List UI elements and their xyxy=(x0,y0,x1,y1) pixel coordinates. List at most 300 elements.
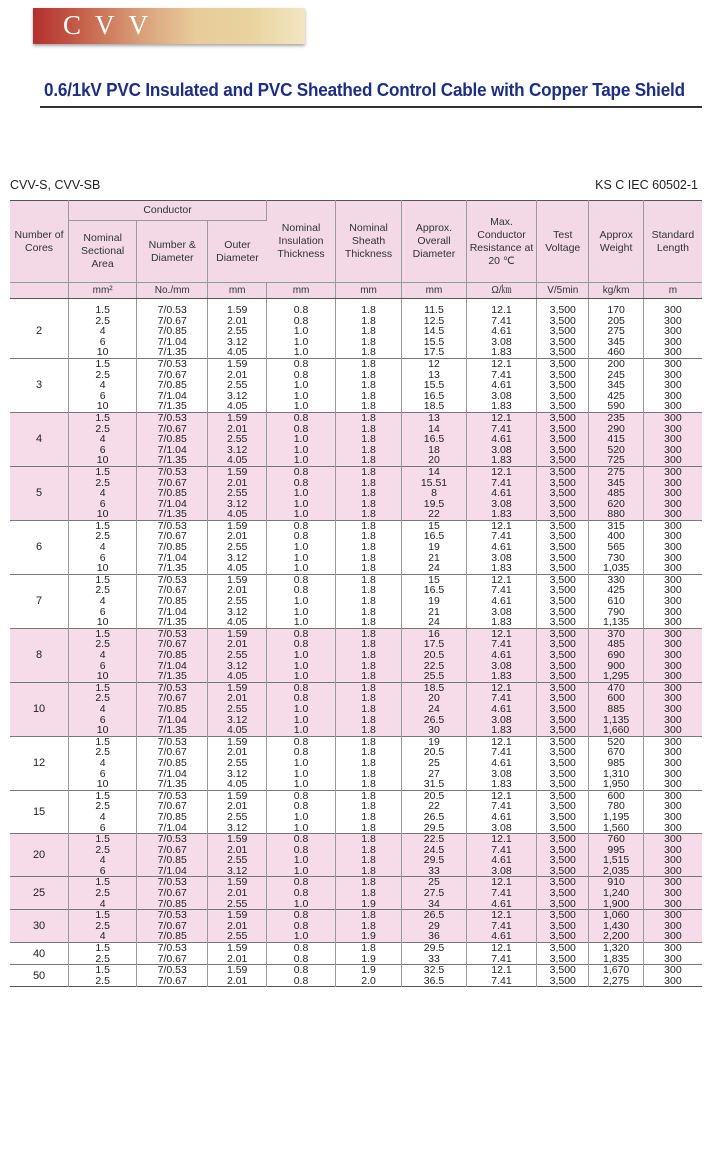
table-cell: 12.1 xyxy=(491,465,512,478)
table-cell: 1.8 xyxy=(361,541,376,554)
table-cell: 0.8 xyxy=(293,411,309,424)
table-cell: 3,500 xyxy=(549,541,576,554)
table-cell: 1.0 xyxy=(293,778,309,791)
table-cell: 4 xyxy=(99,702,106,715)
table-cell: 300 xyxy=(664,789,682,802)
table-cell: 7/0.85 xyxy=(157,433,187,446)
table-cell: 3,500 xyxy=(549,346,576,359)
table-cell-column xyxy=(266,965,335,987)
table-cell: 7/0.85 xyxy=(157,897,187,910)
table-cell-column xyxy=(336,412,402,466)
table-cell-column xyxy=(643,628,702,682)
table-cell: 425 xyxy=(607,389,625,402)
table-cell: 1.8 xyxy=(361,756,376,769)
table-cell: 4 xyxy=(99,756,106,769)
table-cell: 1.0 xyxy=(293,767,309,780)
table-cell-column xyxy=(208,466,267,520)
table-cell: 2.55 xyxy=(226,595,248,608)
cores-cell: 8 xyxy=(10,628,69,682)
table-cell: 900 xyxy=(607,659,625,672)
table-cell: 3,500 xyxy=(549,325,576,338)
table-cell: 19 xyxy=(428,541,440,554)
table-cell: 3,500 xyxy=(549,887,576,900)
table-cell: 3,500 xyxy=(549,681,576,694)
table-cell: 1.0 xyxy=(293,497,309,510)
table-cell: 610 xyxy=(607,595,625,608)
table-cell: 4 xyxy=(99,854,106,867)
table-cell: 300 xyxy=(664,325,682,338)
table-cell: 16 xyxy=(428,627,440,640)
table-cell-column xyxy=(336,520,402,574)
table-cell-column xyxy=(643,736,702,790)
table-cell: 2.01 xyxy=(226,638,248,651)
table-cell: 3,500 xyxy=(549,876,576,889)
table-cell-column xyxy=(466,358,536,412)
table-cell: 1.8 xyxy=(361,411,376,424)
table-cell: 10 xyxy=(96,508,109,521)
table-cell: 18 xyxy=(428,443,440,456)
table-cell: 0.8 xyxy=(293,422,309,435)
table-cell-column xyxy=(466,965,536,987)
table-cell-column xyxy=(69,299,137,359)
table-cell: 7.41 xyxy=(491,314,512,327)
table-cell: 4 xyxy=(99,487,106,500)
unit-cell: mm xyxy=(402,283,467,299)
cores-cell: 3 xyxy=(10,358,69,412)
table-cell: 300 xyxy=(664,541,682,554)
table-cell: 1.5 xyxy=(95,909,110,922)
table-cell: 7/0.67 xyxy=(157,314,187,327)
table-cell: 14 xyxy=(428,465,440,478)
table-cell-column xyxy=(537,790,589,833)
table-cell-column xyxy=(266,628,335,682)
table-cell: 4.61 xyxy=(491,379,512,392)
table-cell: 14.5 xyxy=(423,325,445,338)
cores-cell: 4 xyxy=(10,412,69,466)
table-cell-column xyxy=(643,466,702,520)
table-cell-column xyxy=(69,790,137,833)
table-cell: 3.12 xyxy=(226,551,248,564)
table-cell: 1.0 xyxy=(293,400,309,413)
table-cell: 3,500 xyxy=(549,443,576,456)
table-cell: 1.8 xyxy=(361,692,376,705)
table-cell: 1.8 xyxy=(361,379,376,392)
header-outer-diameter: Outer Diameter xyxy=(208,221,267,283)
table-cell: 4.61 xyxy=(491,854,512,867)
table-cell: 3,500 xyxy=(549,497,576,510)
table-cell: 690 xyxy=(607,649,625,661)
table-cell-column xyxy=(266,943,335,965)
table-cell: 760 xyxy=(607,833,625,846)
table-cell: 4.05 xyxy=(226,400,248,413)
header-resistance: Max. Conductor Resistance at 20 ℃ xyxy=(466,201,536,283)
header-sheath: Nominal Sheath Thickness xyxy=(336,201,402,283)
table-cell: 7/1.04 xyxy=(157,389,187,402)
table-cell: 1,430 xyxy=(603,919,630,932)
table-cell: 1.8 xyxy=(361,821,376,834)
table-cell: 7/0.67 xyxy=(157,476,187,489)
table-cell: 12.1 xyxy=(491,411,512,424)
table-cell: 485 xyxy=(607,487,625,500)
table-cell: 1.0 xyxy=(293,713,309,726)
table-cell-column xyxy=(266,299,335,359)
table-cell-column xyxy=(643,299,702,359)
table-cell: 3,500 xyxy=(549,357,576,370)
table-cell: 2.5 xyxy=(95,800,110,813)
table-cell: 1.5 xyxy=(95,519,110,532)
table-cell: 880 xyxy=(607,508,625,521)
table-cell-column xyxy=(402,965,467,987)
table-cell: 300 xyxy=(664,465,682,478)
table-cell-column xyxy=(537,834,589,877)
table-cell: 345 xyxy=(607,335,625,348)
table-cell: 1.9 xyxy=(361,930,376,943)
table-cell: 3.12 xyxy=(226,659,248,672)
table-cell-column xyxy=(336,299,402,359)
table-cell: 4.61 xyxy=(491,433,512,446)
table-cell: 22 xyxy=(428,800,440,813)
table-cell: 3,500 xyxy=(549,854,576,867)
table-cell: 1.5 xyxy=(95,735,110,748)
table-cell-column xyxy=(137,466,208,520)
table-cell: 4.61 xyxy=(491,487,512,500)
table-cell: 15.51 xyxy=(420,476,448,489)
table-cell-column xyxy=(266,466,335,520)
table-cell: 2.55 xyxy=(226,702,248,715)
table-cell-column xyxy=(69,466,137,520)
table-cell-column xyxy=(537,358,589,412)
table-cell-column xyxy=(589,790,643,833)
table-cell: 1.0 xyxy=(293,605,309,618)
header-length: Standard Length xyxy=(643,201,702,283)
table-cell: 1.0 xyxy=(293,616,309,629)
table-cell: 12.1 xyxy=(491,909,512,922)
table-cell: 3,500 xyxy=(549,909,576,922)
unit-cell: mm² xyxy=(69,283,137,299)
table-cell-column xyxy=(537,736,589,790)
header-overall: Approx. Overall Diameter xyxy=(402,201,467,283)
table-cell: 15.5 xyxy=(423,379,445,392)
table-cell: 4.61 xyxy=(491,595,512,608)
table-cell: 1.0 xyxy=(293,541,309,554)
table-cell-column xyxy=(402,412,467,466)
table-cell: 1.0 xyxy=(293,346,309,359)
table-cell: 4.61 xyxy=(491,702,512,715)
table-cell: 7.41 xyxy=(491,584,512,597)
table-cell: 200 xyxy=(607,357,625,370)
table-cell-column xyxy=(69,834,137,877)
header-weight: Approx Weight xyxy=(589,201,643,283)
table-cell: 4.61 xyxy=(491,541,512,554)
table-cell-column xyxy=(589,736,643,790)
table-cell: 27 xyxy=(428,767,440,780)
table-cell-column xyxy=(336,358,402,412)
table-cell: 3,500 xyxy=(549,400,576,413)
table-cell: 2.5 xyxy=(95,919,110,932)
table-cell: 6 xyxy=(99,335,106,348)
table-cell: 300 xyxy=(664,800,682,813)
table-cell: 7.41 xyxy=(491,638,512,651)
cores-cell: 6 xyxy=(10,520,69,574)
table-cell-column xyxy=(336,910,402,943)
table-cell: 1.8 xyxy=(361,702,376,715)
table-cell-column xyxy=(266,574,335,628)
table-cell: 17.5 xyxy=(423,638,445,651)
table-cell: 1.8 xyxy=(361,519,376,532)
table-cell-column xyxy=(589,834,643,877)
table-cell: 3,500 xyxy=(549,756,576,769)
table-cell: 590 xyxy=(607,400,625,413)
table-cell: 400 xyxy=(607,530,625,543)
table-cell: 4.05 xyxy=(226,562,248,575)
table-cell: 0.8 xyxy=(293,964,309,977)
table-cell-column xyxy=(643,682,702,736)
table-cell: 16.5 xyxy=(423,389,445,402)
table-cell: 0.8 xyxy=(293,952,309,965)
table-cell: 470 xyxy=(607,681,625,694)
table-cell: 22 xyxy=(428,508,440,521)
table-cell: 29.5 xyxy=(423,942,445,955)
table-cell-column xyxy=(402,466,467,520)
table-cell: 1.0 xyxy=(293,325,309,338)
table-cell: 300 xyxy=(664,433,682,446)
table-cell: 4.05 xyxy=(226,454,248,467)
table-cell: 16.5 xyxy=(423,530,445,543)
cores-cell: 50 xyxy=(10,965,69,987)
table-cell: 3,500 xyxy=(549,833,576,846)
table-cell: 910 xyxy=(607,876,625,889)
table-cell-column xyxy=(69,736,137,790)
table-cell: 1.8 xyxy=(361,605,376,618)
table-row-group xyxy=(10,965,702,987)
table-cell: 300 xyxy=(664,497,682,510)
table-cell: 1.8 xyxy=(361,638,376,651)
table-cell-column xyxy=(336,965,402,987)
table-cell-column xyxy=(537,574,589,628)
table-cell-column xyxy=(589,965,643,987)
table-cell: 1.83 xyxy=(491,562,512,575)
table-cell: 7/0.85 xyxy=(157,379,187,392)
table-cell-column xyxy=(466,628,536,682)
table-cell: 1.5 xyxy=(95,964,110,977)
table-cell: 3,500 xyxy=(549,551,576,564)
table-cell: 7.41 xyxy=(491,919,512,932)
table-cell: 1.8 xyxy=(361,573,376,586)
table-cell: 12.1 xyxy=(491,942,512,955)
table-cell: 1.0 xyxy=(293,821,309,834)
table-cell: 24 xyxy=(428,562,440,575)
header-conductor: Conductor xyxy=(69,201,267,221)
table-cell-column xyxy=(402,790,467,833)
table-cell: 3.12 xyxy=(226,389,248,402)
table-cell: 300 xyxy=(664,702,682,715)
table-cell: 24 xyxy=(428,702,440,715)
table-cell-column xyxy=(137,910,208,943)
table-cell-column xyxy=(69,358,137,412)
table-cell: 1,135 xyxy=(603,713,630,726)
table-cell-column xyxy=(336,466,402,520)
table-cell: 7/0.53 xyxy=(157,833,187,846)
table-cell: 300 xyxy=(664,454,682,467)
table-cell: 4.05 xyxy=(226,670,248,683)
table-cell: 3,500 xyxy=(549,379,576,392)
table-cell: 1.59 xyxy=(226,573,248,586)
table-cell: 1.59 xyxy=(226,964,248,977)
unit-cell: mm xyxy=(336,283,402,299)
table-cell: 300 xyxy=(664,443,682,456)
table-cell: 3,500 xyxy=(549,724,576,737)
table-cell: 3,500 xyxy=(549,930,576,943)
table-cell: 0.8 xyxy=(293,746,309,759)
table-cell: 4 xyxy=(99,595,106,608)
table-cell: 1.8 xyxy=(361,335,376,348)
table-cell: 1.5 xyxy=(95,681,110,694)
table-cell: 7/0.85 xyxy=(157,595,187,608)
table-cell: 300 xyxy=(664,616,682,629)
table-cell-column xyxy=(402,299,467,359)
table-cell-column xyxy=(589,358,643,412)
table-cell: 7/1.04 xyxy=(157,864,187,877)
table-cell-column xyxy=(137,736,208,790)
table-cell: 1.0 xyxy=(293,702,309,715)
table-cell: 1.0 xyxy=(293,389,309,402)
table-cell: 1.8 xyxy=(361,909,376,922)
table-cell: 3,500 xyxy=(549,595,576,608)
table-cell: 300 xyxy=(664,422,682,435)
cores-cell: 12 xyxy=(10,736,69,790)
table-cell-column xyxy=(69,574,137,628)
table-cell: 4 xyxy=(99,930,106,943)
table-cell: 7/1.35 xyxy=(157,778,187,791)
table-cell-column xyxy=(466,910,536,943)
table-cell: 620 xyxy=(607,497,625,510)
table-cell-column xyxy=(537,965,589,987)
table-cell: 7/1.35 xyxy=(157,616,187,629)
table-cell: 300 xyxy=(664,843,682,856)
table-row-group xyxy=(10,358,702,412)
table-cell: 1.0 xyxy=(293,756,309,769)
table-cell: 12.1 xyxy=(491,627,512,640)
table-cell: 0.8 xyxy=(293,476,309,489)
table-cell: 6 xyxy=(99,551,106,564)
table-cell: 1.59 xyxy=(226,627,248,640)
table-cell: 3.12 xyxy=(226,605,248,618)
table-cell-column xyxy=(266,520,335,574)
table-cell: 730 xyxy=(607,551,625,564)
table-cell: 13 xyxy=(428,411,440,424)
table-cell: 12.1 xyxy=(491,964,512,977)
table-cell-column xyxy=(643,790,702,833)
table-cell: 1.8 xyxy=(361,508,376,521)
table-cell: 2.0 xyxy=(361,974,376,987)
table-cell: 24 xyxy=(428,616,440,629)
table-cell-column xyxy=(589,299,643,359)
table-cell: 0.8 xyxy=(293,465,309,478)
table-cell: 33 xyxy=(428,952,440,965)
table-cell: 300 xyxy=(664,357,682,370)
table-cell: 7/0.53 xyxy=(157,573,187,586)
table-cell: 10 xyxy=(96,454,109,467)
table-cell-column xyxy=(402,736,467,790)
table-cell-column xyxy=(402,877,467,910)
table-cell-column xyxy=(137,943,208,965)
table-cell: 10 xyxy=(96,616,109,629)
table-cell: 2.01 xyxy=(226,974,248,987)
table-cell: 17.5 xyxy=(423,346,445,359)
table-cell-column xyxy=(266,790,335,833)
table-cell: 1.0 xyxy=(293,443,309,456)
table-cell: 14 xyxy=(428,422,440,435)
table-cell: 1.8 xyxy=(361,530,376,543)
table-cell: 11.5 xyxy=(424,304,444,316)
table-cell: 0.8 xyxy=(293,638,309,651)
table-cell-column xyxy=(643,520,702,574)
table-cell: 7/0.85 xyxy=(157,854,187,867)
table-cell-column xyxy=(336,834,402,877)
table-cell: 10 xyxy=(96,400,109,413)
table-cell: 670 xyxy=(607,746,625,759)
table-cell: 3.12 xyxy=(226,713,248,726)
table-cell: 7/0.85 xyxy=(157,930,187,943)
table-cell: 21 xyxy=(428,551,440,564)
table-cell: 30 xyxy=(428,724,440,737)
table-cell: 300 xyxy=(664,746,682,759)
table-cell-column xyxy=(266,736,335,790)
table-cell-column xyxy=(266,412,335,466)
table-cell: 275 xyxy=(607,325,625,338)
table-cell: 1,670 xyxy=(603,964,630,977)
table-cell-column xyxy=(402,574,467,628)
table-cell: 1.83 xyxy=(491,616,512,629)
table-cell: 1.0 xyxy=(293,595,309,608)
cores-cell: 30 xyxy=(10,910,69,943)
table-cell: 300 xyxy=(664,821,682,834)
table-cell: 4 xyxy=(99,325,106,338)
header-cores: Number of Cores xyxy=(10,201,69,283)
table-cell: 2.55 xyxy=(226,649,248,661)
table-cell-column xyxy=(589,877,643,910)
table-cell: 2.01 xyxy=(226,919,248,932)
table-cell: 4 xyxy=(99,897,106,910)
table-cell: 0.8 xyxy=(293,530,309,543)
table-cell: 3,500 xyxy=(549,952,576,965)
cvv-banner xyxy=(33,8,305,44)
table-cell: 3.08 xyxy=(491,335,512,348)
table-cell: 1.0 xyxy=(293,649,309,661)
table-cell: 1,320 xyxy=(603,942,630,955)
cores-cell: 5 xyxy=(10,466,69,520)
table-cell: 600 xyxy=(607,692,625,705)
table-cell: 7.41 xyxy=(491,422,512,435)
table-cell: 4.61 xyxy=(491,325,512,338)
table-cell-column xyxy=(137,682,208,736)
table-cell-column xyxy=(643,877,702,910)
table-cell: 485 xyxy=(607,638,625,651)
table-cell: 1.8 xyxy=(361,833,376,846)
table-cell: 780 xyxy=(607,800,625,813)
table-cell-column xyxy=(466,520,536,574)
table-cell: 1.59 xyxy=(226,681,248,694)
cores-cell: 15 xyxy=(10,790,69,833)
table-cell: 2.5 xyxy=(95,530,110,543)
table-cell: 885 xyxy=(607,702,625,715)
table-cell: 7/1.35 xyxy=(157,346,187,359)
table-cell: 7/1.35 xyxy=(157,400,187,413)
table-cell: 7/1.04 xyxy=(157,767,187,780)
table-cell: 0.8 xyxy=(293,681,309,694)
table-cell-column xyxy=(266,834,335,877)
table-cell: 1.0 xyxy=(293,930,309,943)
